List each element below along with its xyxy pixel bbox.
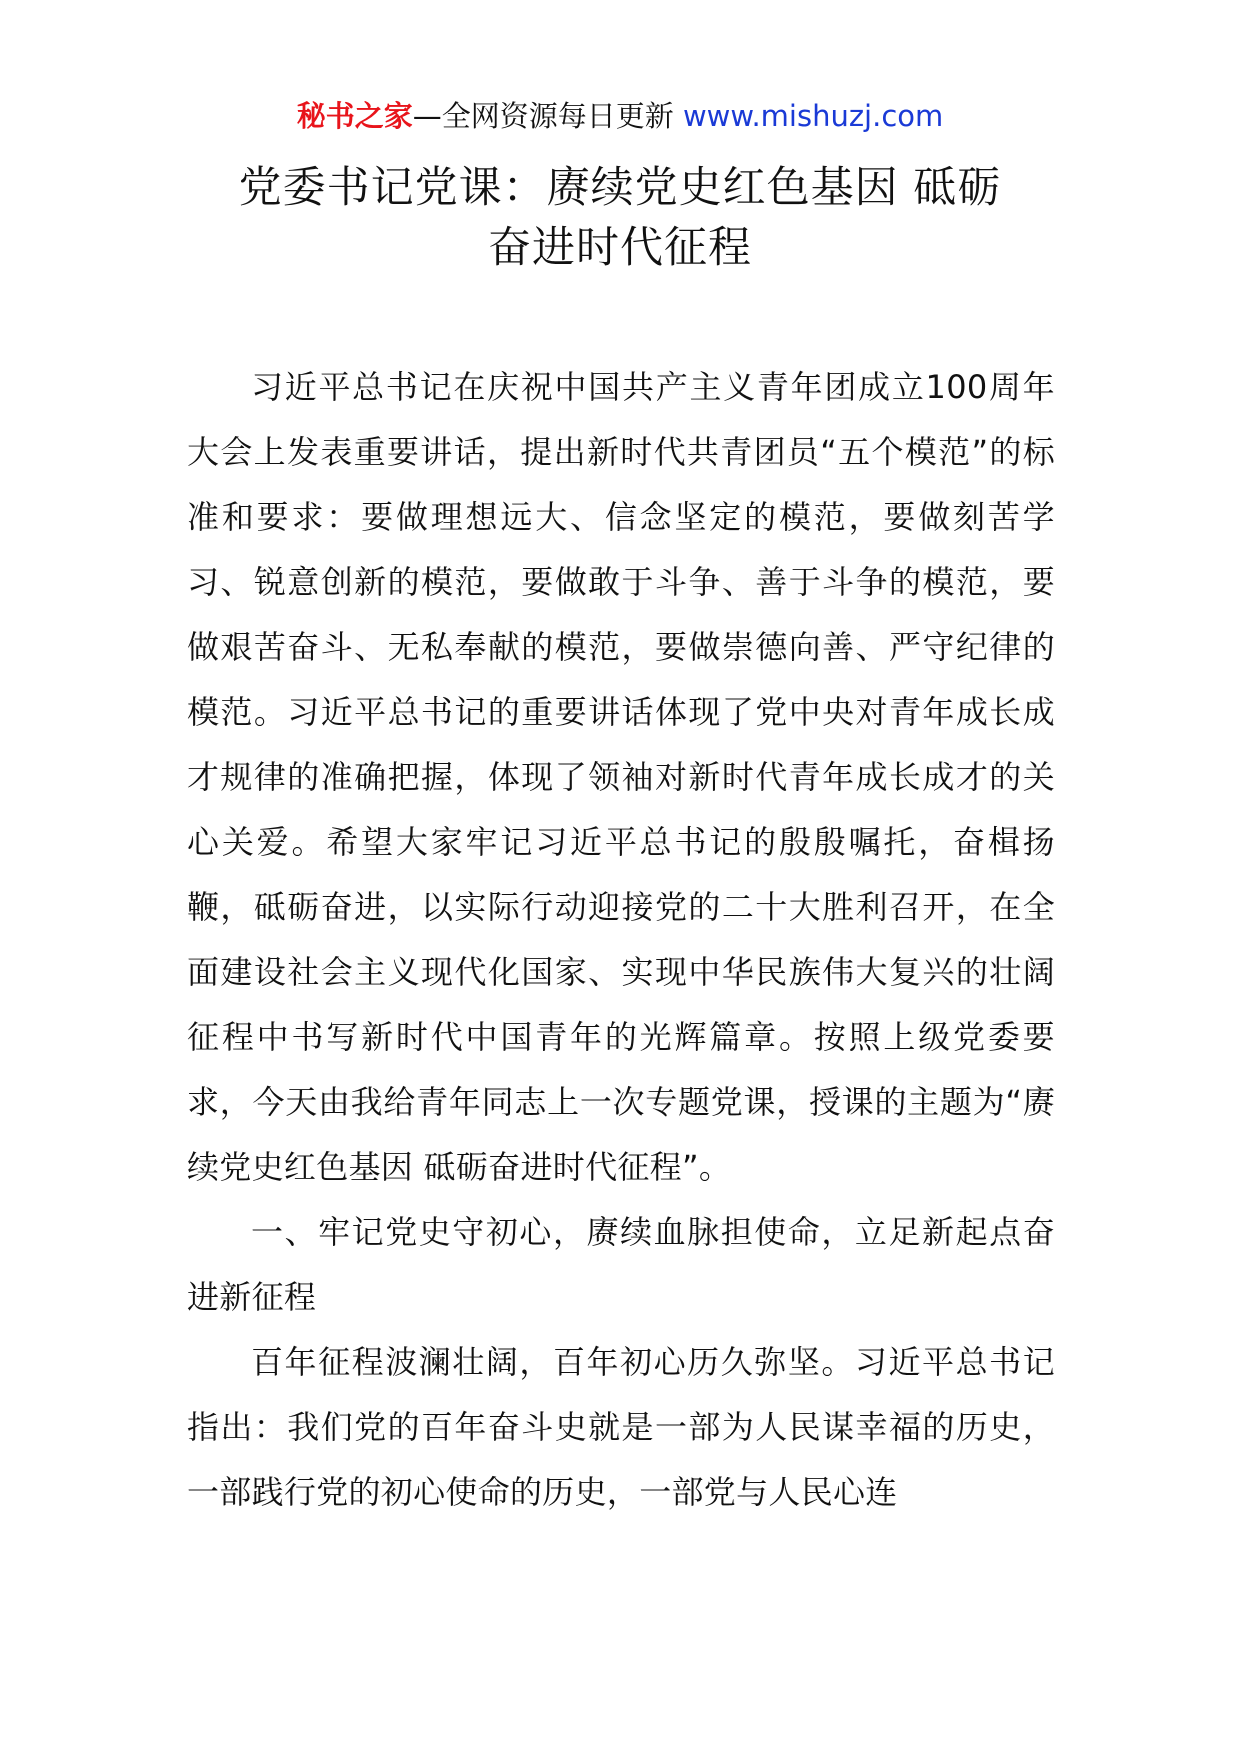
document-title (150, 158, 1090, 278)
site-url-link[interactable]: www.mishuzj.com (682, 99, 944, 133)
brand-name: 秘书之家 (296, 99, 413, 133)
site-header (0, 96, 1240, 136)
title-line-2: 奋进时代征程 (488, 223, 752, 273)
document-body (187, 355, 1055, 1525)
section-heading-1: 一、牢记党史守初心，赓续血脉担使命，立足新起点奋进新征程 (187, 1213, 1055, 1316)
site-tagline: —全网资源每日更新 (412, 99, 674, 133)
paragraph-intro: 习近平总书记在庆祝中国共产主义青年团成立100周年大会上发表重要讲话，提出新时代共青团员“五个模范”的标准和要求：要做理想远大、信念坚定的模范，要做刻苦学习、锐意创新的模范，要做敢于斗争、善于斗争的模范，要做艰苦奋斗、无私奉献的模范，要做崇德向善、严守纪律的模范。习近平总书记的重要讲话体现了党中央对青年成长成才规律的准确把握，体现了领袖对新时代青年成长成才的关心关爱。希望大家牢记习近平总书记的殷殷嘱托，奋楫扬鞭，砥砺奋进，以实际行动迎接党的二十大胜利召开，在全面建设社会主义现代化国家、实现中华民族伟大复兴的壮阔征程中书写新时代中国青年的光辉篇章。按照上级党委要求，今天由我给青年同志上一次专题党课，授课的主题为“赓续党史红色基因 砥砺奋进时代征程”。 (187, 368, 1055, 1186)
paragraph-section-1: 百年征程波澜壮阔，百年初心历久弥坚。习近平总书记指出：我们党的百年奋斗史就是一部为人民谋幸福的历史，一部践行党的初心使命的历史，一部党与人民心连 (187, 1343, 1055, 1511)
title-line-1: 党委书记党课：赓续党史红色基因 砥砺 (238, 163, 1002, 213)
